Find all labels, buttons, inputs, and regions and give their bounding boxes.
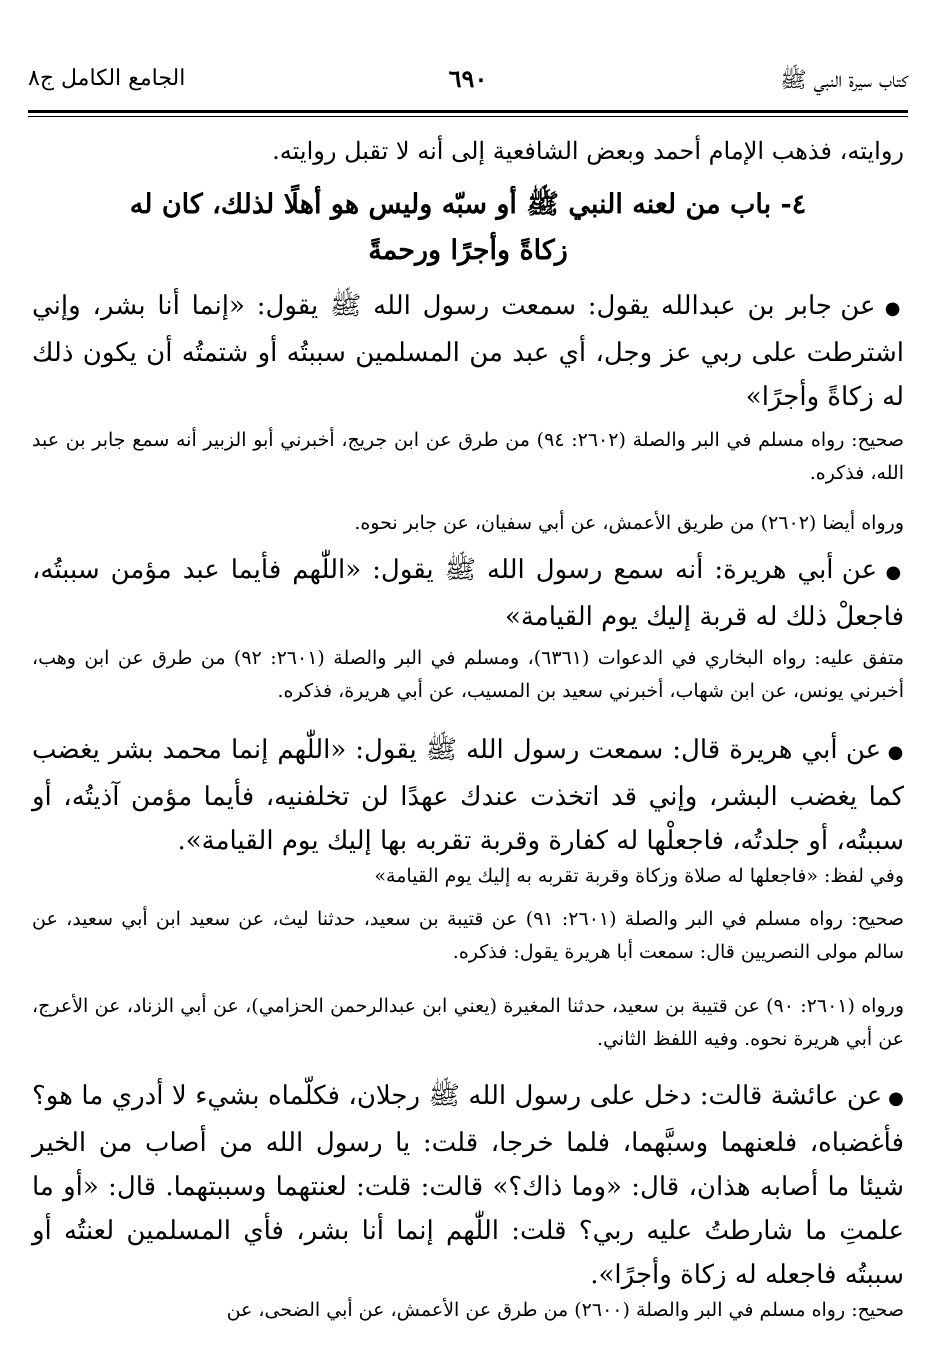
header-rule-thick <box>28 110 908 113</box>
takhrij-note: صحيح: رواه مسلم في البر والصلة (٢٦٠٢: ٩٤) من طرق عن ابن جريج، أخبرني أبو الزبير أنه سمع جابر بن عبد الله، فذكره. <box>32 429 904 484</box>
hadith-paragraph: ● عن أبي هريرة قال: سمعت رسول الله ﷺ يقول: «اللّٰهم إنما محمد بشر يغضب كما يغضب البشر، وإني قد اتخذت عندك عهدًا لن تخلفنيه، فأيما مؤمن آذيتُه، أو سببتُه، أو جلدتُه، فاجعلْها له كفارة وقربة تقربه بها إليك يوم القيامة». <box>32 728 904 863</box>
running-title: كتاب سيرة النبي ﷺ <box>780 68 908 93</box>
takhrij-note: متفق عليه: رواه البخاري في الدعوات (٦٣٦١)، ومسلم في البر والصلة (٢٦٠١: ٩٢) من طرق عن ابن وهب، أخبرني يونس، عن ابن شهاب، أخبرني سعيد بن المسيب، عن أبي هريرة، فذكره. <box>32 647 904 702</box>
page-header <box>28 62 908 102</box>
volume-label: الجامع الكامل ج٨ <box>28 66 186 91</box>
takhrij-note: وفي لفظ: «فاجعلها له صلاة وزكاة وقربة تقربه به إليك يوم القيامة» <box>374 865 904 887</box>
takhrij-note: صحيح: رواه مسلم في البر والصلة (٢٦٠٠) من طرق عن الأعمش، عن أبي الضحى، عن <box>226 1299 904 1321</box>
hadith-paragraph: ● عن عائشة قالت: دخل على رسول الله ﷺ رجلان، فكلّماه بشيء لا أدري ما هو؟ فأغضباه، فلعنهما وسبَّهما، فلما خرجا، قلت: يا رسول الله من أصاب من الخير شيئا ما أصابه هذان، قال: «وما ذاك؟» قالت: قلت: لعنتهما وسببتهما. قال: «أو ما علمتِ ما شارطتُ عليه ربي؟ قلت: اللّٰهم إنما أنا بشر، فأي المسلمين لعنتُه أو سببتُه فاجعله له زكاة وأجرًا». <box>32 1074 904 1297</box>
takhrij-note: ورواه أيضا (٢٦٠٢) من طريق الأعمش، عن أبي سفيان، عن جابر نحوه. <box>354 512 904 534</box>
takhrij-note: صحيح: رواه مسلم في البر والصلة (٢٦٠١: ٩١) عن قتيبة بن سعيد، حدثنا ليث، عن سعيد ابن أبي سعيد، عن سالم مولى النصريين قال: سمعت أبا هريرة يقول: فذكره. <box>32 908 904 963</box>
hadith-paragraph: ● عن جابر بن عبدالله يقول: سمعت رسول الله ﷺ يقول: «إنما أنا بشر، وإني اشترطت على ربي عز وجل، أي عبد من المسلمين سببتُه أو شتمتُه أن يكون ذلك له زكاةً وأجرًا» <box>32 284 904 419</box>
header-rule-thin <box>28 116 908 117</box>
takhrij-note: ورواه (٢٦٠١: ٩٠) عن قتيبة بن سعيد، حدثنا المغيرة (يعني ابن عبدالرحمن الحزامي)، عن أبي الزناد، عن الأعرج، عن أبي هريرة نحوه. وفيه اللفظ الثاني. <box>32 995 904 1050</box>
chapter-heading: ٤- باب من لعنه النبي ﷺ أو سبّه وليس هو أهلًا لذلك، كان له زكاةً وأجرًا ورحمةً <box>129 189 807 266</box>
hadith-paragraph: ● عن أبي هريرة: أنه سمع رسول الله ﷺ يقول: «اللّٰهم فأيما عبد مؤمن سببتُه، فاجعلْ ذلك له قربة إليك يوم القيامة» <box>32 548 904 639</box>
intro-line: روايته، فذهب الإمام أحمد وبعض الشافعية إلى أنه لا تقبل روايته. <box>272 137 904 165</box>
page-number: ٦٩٠ <box>448 64 488 93</box>
